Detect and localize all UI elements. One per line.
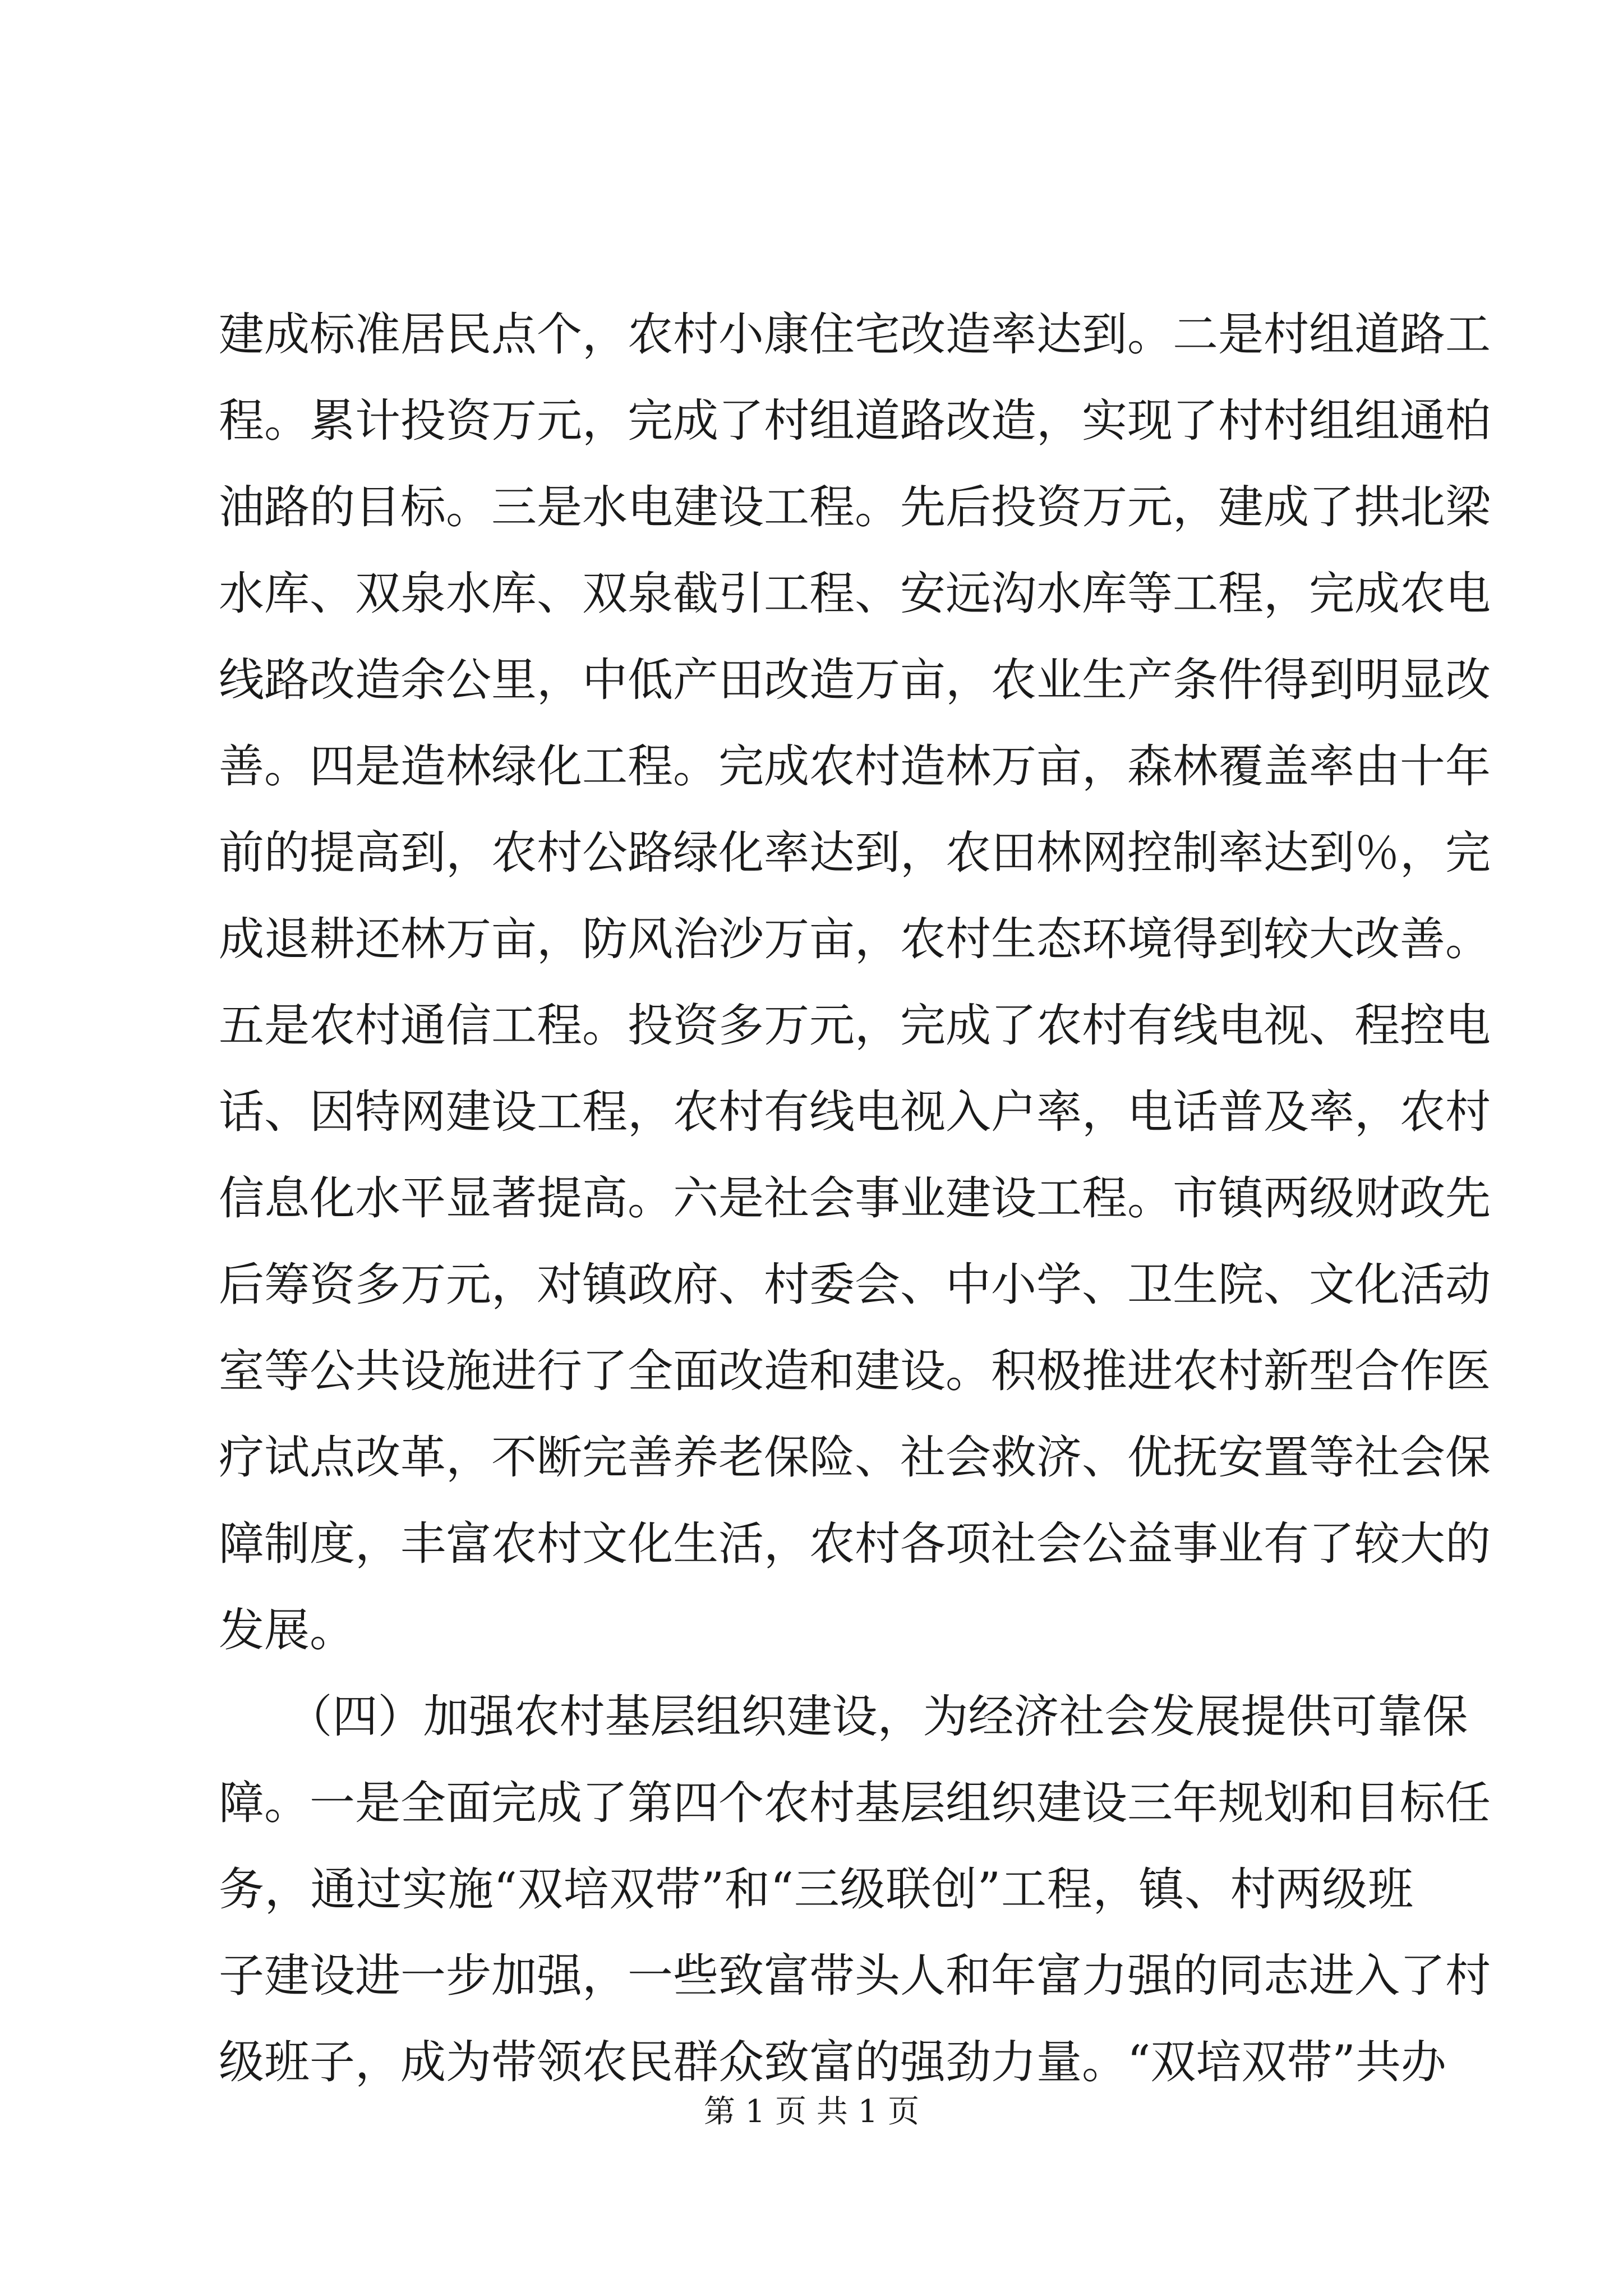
- text-line: 线路改造余公里，中低产田改造万亩，农业生产条件得到明显改: [219, 654, 1491, 707]
- text-line: 障。一是全面完成了第四个农村基层组织建设三年规划和目标任: [219, 1777, 1491, 1830]
- section-heading-line: （四）加强农村基层组织建设，为经济社会发展提供可靠保: [219, 1691, 1468, 1743]
- text-line: 话、因特网建设工程，农村有线电视入户率，电话普及率，农村: [219, 1086, 1491, 1139]
- text-line: 前的提高到，农村公路绿化率达到，农田林网控制率达到％，完: [219, 827, 1491, 880]
- text-line: 级班子，成为带领农民群众致富的强劲力量。“双培双带”共办: [219, 2036, 1446, 2089]
- text-line: 信息化水平显著提高。六是社会事业建设工程。市镇两级财政先: [219, 1172, 1491, 1225]
- text-line: 程。累计投资万元，完成了村组道路改造，实现了村村组组通柏: [219, 395, 1491, 448]
- text-line: 发展。: [219, 1604, 356, 1657]
- text-line: 油路的目标。三是水电建设工程。先后投资万元，建成了拱北梁: [219, 481, 1491, 534]
- text-line: 障制度，丰富农村文化生活，农村各项社会公益事业有了较大的: [219, 1518, 1491, 1571]
- text-line: 务，通过实施“双培双带”和“三级联创”工程，镇、村两级班: [219, 1864, 1413, 1916]
- text-line: 五是农村通信工程。投资多万元，完成了农村有线电视、程控电: [219, 1000, 1491, 1052]
- text-line: 室等公共设施进行了全面改造和建设。积极推进农村新型合作医: [219, 1345, 1491, 1398]
- text-line: 善。四是造林绿化工程。完成农村造林万亩，森林覆盖率由十年: [219, 740, 1491, 793]
- text-line: 后筹资多万元，对镇政府、村委会、中小学、卫生院、文化活动: [219, 1259, 1491, 1312]
- body-text: [219, 292, 1491, 2106]
- text-line: 建成标准居民点个，农村小康住宅改造率达到。二是村组道路工: [219, 309, 1491, 361]
- page-number-footer: 第 1 页 共 1 页: [703, 2093, 920, 2130]
- text-line: 子建设进一步加强，一些致富带头人和年富力强的同志进入了村: [219, 1950, 1491, 2003]
- text-line: 水库、双泉水库、双泉截引工程、安远沟水库等工程，完成农电: [219, 568, 1491, 620]
- text-line: 疗试点改革，不断完善养老保险、社会救济、优抚安置等社会保: [219, 1432, 1491, 1484]
- text-line: 成退耕还林万亩，防风治沙万亩，农村生态环境得到较大改善。: [219, 913, 1491, 966]
